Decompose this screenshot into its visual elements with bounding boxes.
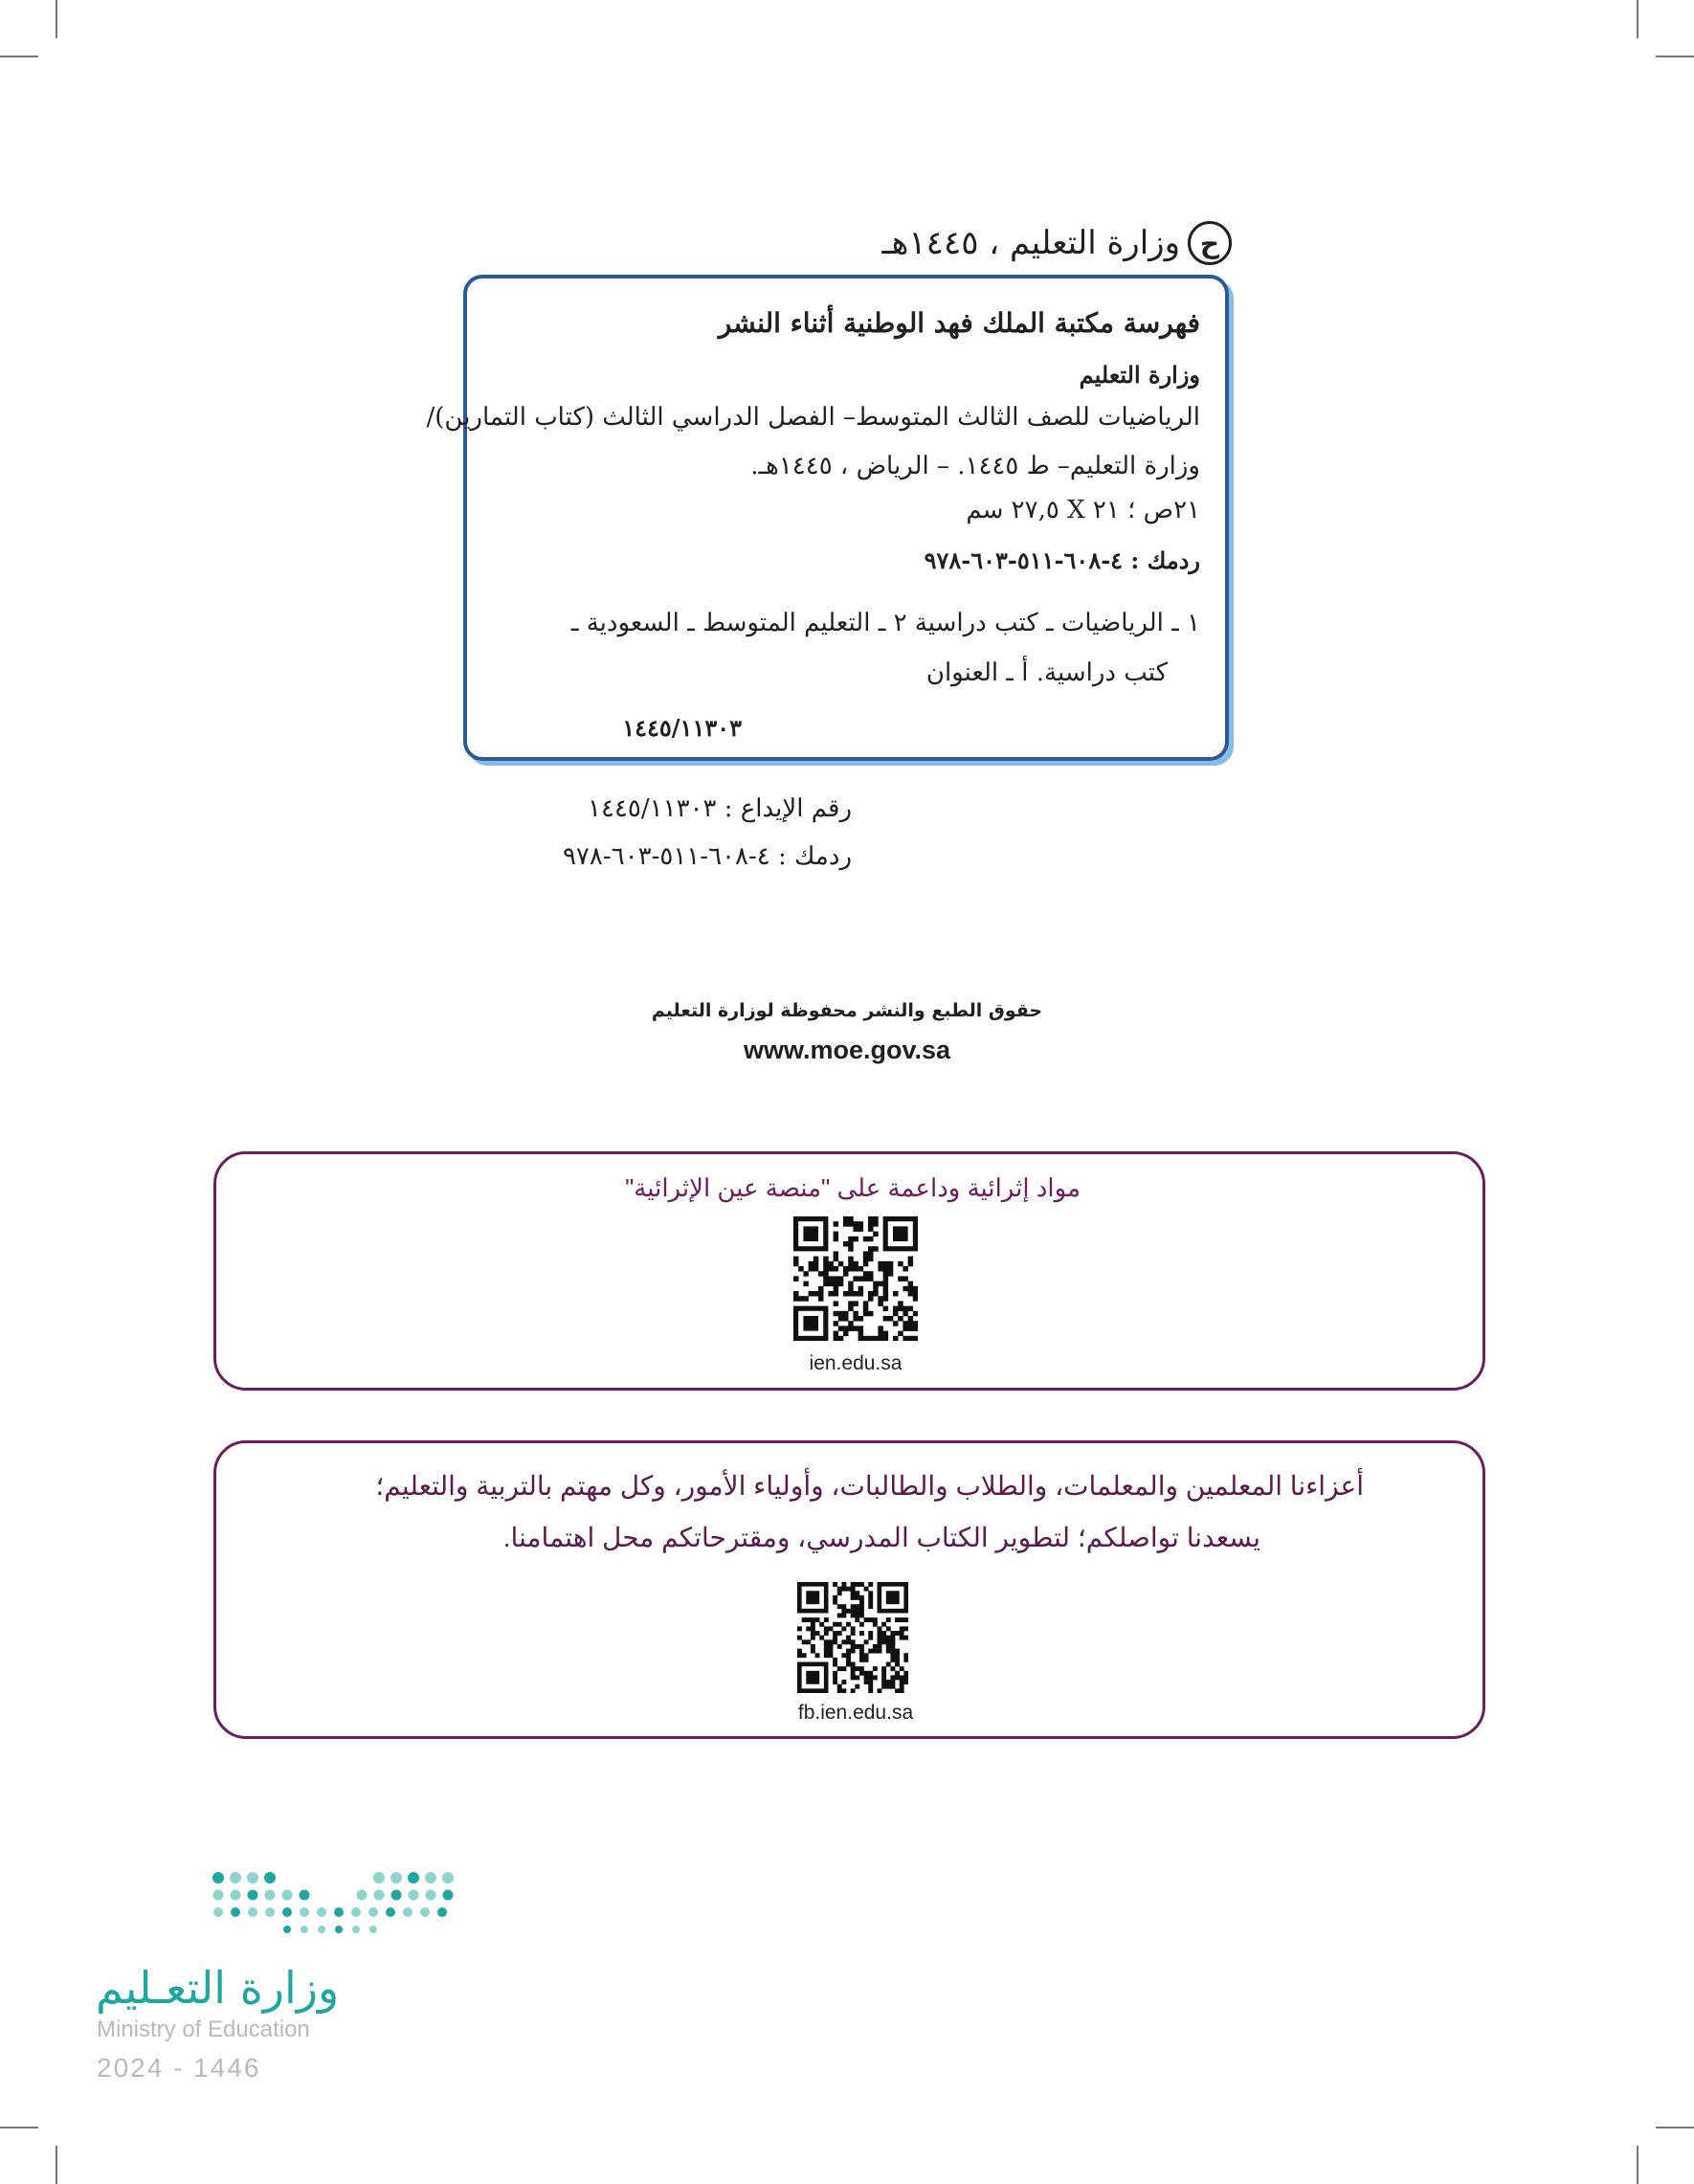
ministry-logo-arabic: وزارة التعـليم [96,1962,340,2014]
catalog-subjects-line: كتب دراسية. أ ـ العنوان [925,658,1168,687]
catalog-subjects-line: ١ ـ الرياضيات ـ كتب دراسية ٢ ـ التعليم المتوسط ـ السعودية ـ [570,609,1200,637]
crop-mark [56,2146,57,2184]
catalog-author: وزارة التعليم [1079,361,1200,389]
feedback-message-line: أعزاءنا المعلمين والمعلمات، والطلاب والطالبات، وأولياء الأمور، وكل مهتم بالتربية والتعليم؛ [375,1471,1364,1501]
crop-mark [0,2127,38,2128]
rights-statement: حقوق الطبع والنشر محفوظة لوزارة التعليم [651,1000,1043,1021]
feedback-box [213,1440,1485,1739]
catalog-number: ١٤٤٥/١١٣٠٣ [622,714,742,742]
catalog-title: فهرسة مكتبة الملك فهد الوطنية أثناء النشر [718,307,1200,339]
ien-platform-box [213,1151,1485,1391]
crop-mark [1637,0,1638,38]
catalog-isbn: ردمك : ٤-٦٠٨-٥١١-٦٠٣-٩٧٨ [924,546,1200,574]
copyright-symbol: ح [1188,221,1232,265]
crop-mark [0,56,38,57]
feedback-message-line: يسعدنا تواصلكم؛ لتطوير الكتاب المدرسي، ومقترحاتكم محل اهتمامنا. [502,1523,1260,1552]
catalog-record-box [426,275,1229,761]
copyright-text: وزارة التعليم ، ١٤٤٥هـ [881,224,1180,262]
crop-mark [56,0,57,38]
website-link[interactable]: www.moe.gov.sa [743,1036,951,1064]
catalog-size: ٢١ص ؛ ٢١ X ٢٧,٥ سم [966,496,1200,524]
copyright-line [370,214,1232,272]
ien-url[interactable]: ien.edu.sa [809,1352,903,1374]
catalog-description-line: وزارة التعليم– ط ١٤٤٥. – الرياض ، ١٤٤٥هـ. [750,452,1200,480]
feedback-url[interactable]: fb.ien.edu.sa [797,1702,914,1724]
ministry-logo-dots [209,1868,457,1945]
ministry-logo-english: Ministry of Education [97,2017,310,2042]
isbn-line: ردمك : ٤-٦٠٨-٥١١-٦٠٣-٩٧٨ [562,842,852,871]
crop-mark [1656,2127,1694,2128]
feedback-qr-code[interactable] [797,1582,908,1693]
crop-mark [1656,56,1694,57]
ien-qr-code[interactable] [793,1216,918,1341]
catalog-description-line: الرياضيات للصف الثالث المتوسط– الفصل الدراسي الثالث (كتاب التمارين)/ [426,403,1200,432]
deposit-number: رقم الإيداع : ١٤٤٥/١١٣٠٣ [588,794,852,823]
ien-caption: مواد إثرائية وداعمة على "منصة عين الإثرائية" [625,1173,1081,1202]
crop-mark [1637,2146,1638,2184]
ministry-logo-year: 2024 - 1446 [97,2053,261,2083]
